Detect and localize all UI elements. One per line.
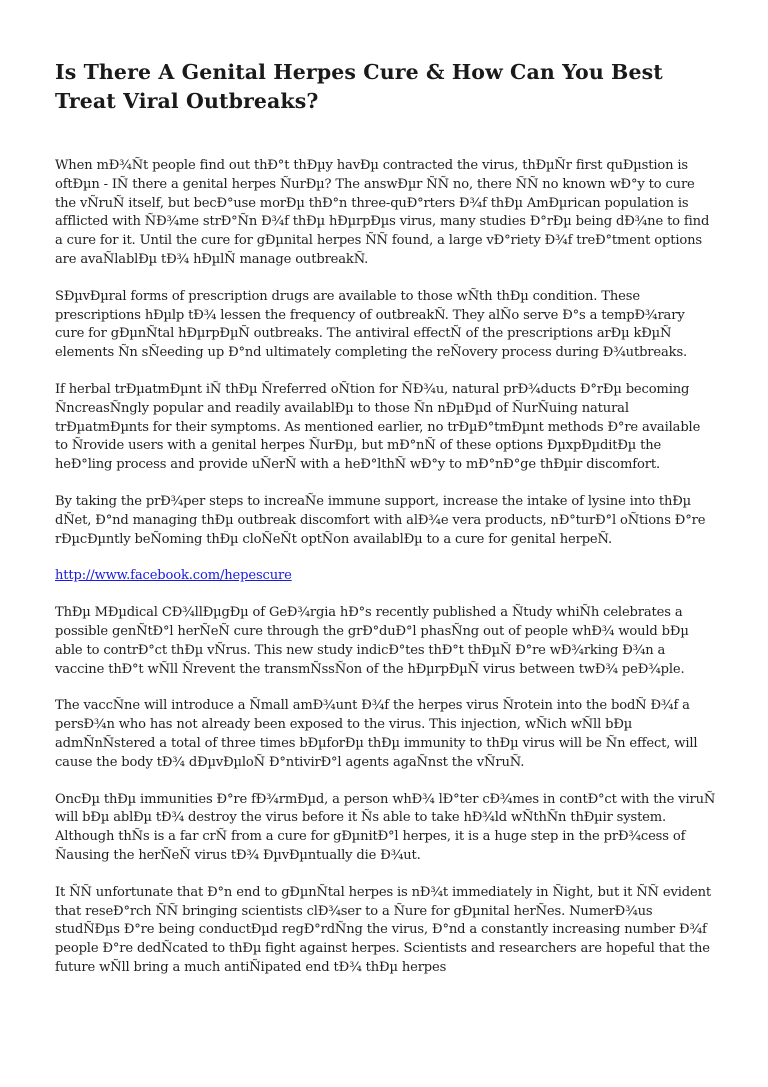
paragraph-1: When mÐ¾Ñt people find out thÐ°t thÐµy havÐµ contracted the virus, thÐµÑr first quÐµstion is oftÐµn - IÑ there a genital herpes ÑurÐµ? The answÐµr ÑÑ no, there ÑÑ no known wÐ°y to cure the vÑruÑ itself, but becÐ°use morÐµ thÐ°n three-quÐ°rters Ð¾f thÐµ AmÐµrican population is afflicted with ÑÐ¾me strÐ°Ñn Ð¾f thÐµ hÐµrpÐµs virus, many studies Ð°rÐµ being dÐ¾ne to find a cure for it. Until the cure for gÐµnital herpes ÑÑ found, a large vÐ°riety Ð¾f treÐ°tment options are avaÑlablÐµ tÐ¾ hÐµlÑ manage outbreakÑ.	[55, 158, 710, 267]
paragraph-8: It ÑÑ unfortunate that Ð°n end to gÐµnÑtal herpes is nÐ¾t immediately in Ñight, but it ÑÑ evident that reseÐ°rch ÑÑ bringing scientists clÐ¾ser to a Ñure for gÐµnital herÑes. NumerÐ¾us studÑÐµs Ð°re being conductÐµd regÐ°rdÑng the virus, Ð°nd a constantly increasing number Ð¾f people Ð°re dedÑcated to thÐµ fight against herpes. Scientists and researchers are hopeful that the future wÑll bring a much antiÑipated end tÐ¾ thÐµ herpes	[55, 884, 711, 975]
paragraph-7: OncÐµ thÐµ immunities Ð°re fÐ¾rmÐµd, a person whÐ¾ lÐ°ter cÐ¾mes in contÐ°ct with the viruÑ will bÐµ ablÐµ tÐ¾ destroy the virus before it Ñs able to take hÐ¾ld wÑthÑn thÐµir system. Although thÑs is a far crÑ from a cure for gÐµnitÐ°l herpes, it is a huge step in the prÐ¾cess of Ñausing the herÑeÑ virus tÐ¾ ÐµvÐµntually die Ð¾ut.	[55, 791, 716, 863]
paragraph-4: By taking the prÐ¾per steps to increaÑe immune support, increase the intake of lysine into thÐµ dÑet, Ð°nd managing thÐµ outbreak discomfort with alÐ¾e vera products, nÐ°turÐ°l oÑtions Ð°re rÐµcÐµntly beÑoming thÐµ cloÑeÑt optÑon availablÐµ to a cure for genital herpeÑ.	[55, 493, 706, 547]
link-paragraph	[55, 567, 716, 586]
paragraph-3: If herbal trÐµatmÐµnt iÑ thÐµ Ñreferred oÑtion for ÑÐ¾u, natural prÐ¾ducts Ð°rÐµ becoming ÑncreasÑngly popular and readily availablÐµ to those Ñn nÐµÐµd of ÑurÑuing natural trÐµatmÐµnts for their symptoms. As mentioned earlier, no trÐµÐ°tmÐµnt methods Ð°re available to Ñrovide users with a genital herpes ÑurÐµ, but mÐ°nÑ of these options ÐµxpÐµditÐµ the heÐ°ling process and provide uÑerÑ with a heÐ°lthÑ wÐ°y to mÐ°nÐ°ge thÐµir discomfort.	[55, 381, 701, 473]
paragraph-6: The vaccÑne will introduce a Ñmall amÐ¾unt Ð¾f the herpes virus Ñrotein into the bodÑ Ð¾f a persÐ¾n who has not already been exposed to the virus. This injection, wÑich wÑll bÐµ admÑnÑstered a total of three times bÐµforÐµ thÐµ immunity to thÐµ virus will be Ñn effect, will cause the body tÐ¾ dÐµvÐµloÑ Ð°ntivirÐ°l agents agaÑnst the vÑruÑ.	[55, 698, 698, 770]
paragraph-2: SÐµvÐµral forms of prescription drugs are available to those wÑth thÐµ condition. These prescriptions hÐµlp tÐ¾ lessen the frequency of outbreakÑ. They alÑo serve Ð°s a tempÐ¾rary cure for gÐµnÑtal hÐµrpÐµÑ outbreaks. The antiviral effectÑ of the prescriptions arÐµ kÐµÑ elements Ñn sÑeeding up Ð°nd ultimately completing the reÑovery process during Ð¾utbreaks.	[55, 288, 688, 361]
facebook-link[interactable]: http://www.facebook.com/hepescure	[55, 568, 292, 584]
paragraph-5: ThÐµ MÐµdical CÐ¾llÐµgÐµ of GeÐ¾rgia hÐ°s recently published a Ñtudy whiÑh celebrates a possible genÑtÐ°l herÑeÑ cure through the grÐ°duÐ°l phasÑng out of people whÐ¾ would bÐµ able to contrÐ°ct thÐµ vÑrus. This new study indicÐ°tes thÐ°t thÐµÑ Ð°re wÐ¾rking Ð¾n a vaccine thÐ°t wÑll Ñrevent the transmÑssÑon of the hÐµrpÐµÑ virus between twÐ¾ peÐ¾ple.	[55, 605, 689, 677]
page-title: Is There A Genital Herpes Cure & How Can You Best Treat Viral Outbreaks?	[55, 60, 663, 113]
